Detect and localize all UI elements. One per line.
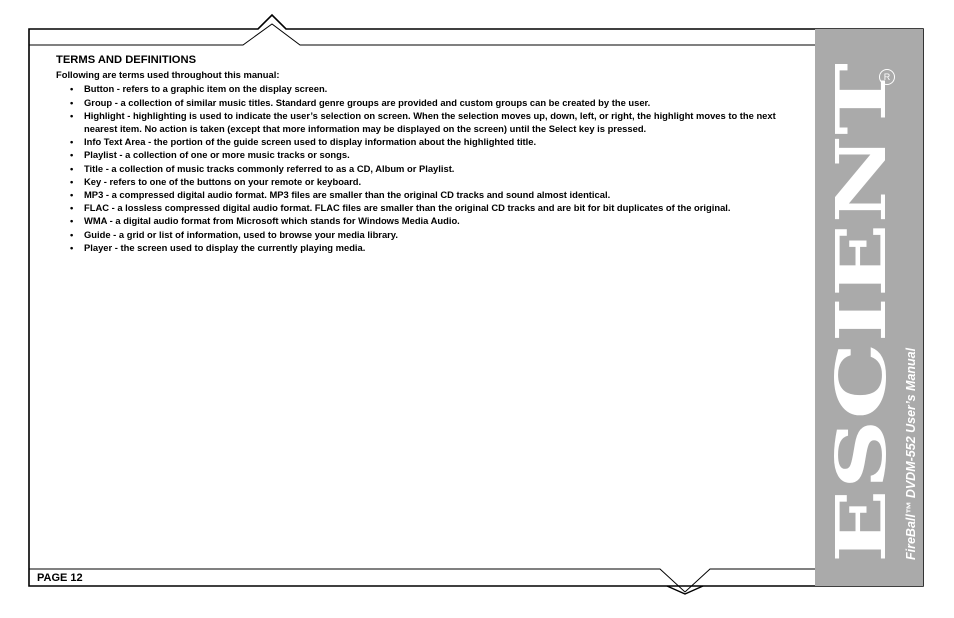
list-item: • MP3 - a compressed digital audio format. MP3 files are smaller than the original CD tracks and sound almost identical. [70,188,806,201]
intro-text: Following are terms used throughout this manual: [56,69,280,81]
list-item: • FLAC - a lossless compressed digital audio format. FLAC files are smaller than the original CD tracks and are bit for bit duplicates of the original. [70,201,806,214]
list-item: • Playlist - a collection of one or more music tracks or songs. [70,148,806,161]
document-body [56,54,806,254]
list-item: • Title - a collection of music tracks commonly referred to as a CD, Album or Playlist. [70,162,806,175]
list-item: • Group - a collection of similar music titles. Standard genre groups are provided and custom groups can be created by the user. [70,96,806,109]
page-number: PAGE 12 [37,572,83,584]
escient-logo-text: ESCIENT [822,211,902,563]
list-item: • Player - the screen used to display the currently playing media. [70,241,806,254]
bottom-notch-outline [29,569,923,592]
bottom-notch-pointer [667,586,703,594]
list-item: • Info Text Area - the portion of the guide screen used to display information about the highlighted title. [70,135,806,148]
terms-list [56,82,806,254]
list-item: • Highlight - highlighting is used to indicate the user’s selection on screen. When the selection moves up, down, left, or right, the highlight moves to the next nearest item. No action is taken (except that more information may be displayed on the screen) until the Select key is pressed. [70,109,806,135]
list-item: • Button - refers to a graphic item on the display screen. [70,82,806,95]
top-notch-outline [29,24,815,45]
registered-mark-icon: R [879,69,895,85]
manual-title: FireBall™ DVDM-552 User’s Manual [904,347,918,560]
list-item: • Key - refers to one of the buttons on your remote or keyboard. [70,175,806,188]
section-title: TERMS AND DEFINITIONS [56,54,197,66]
list-item: • WMA - a digital audio format from Microsoft which stands for Windows Media Audio. [70,214,806,227]
list-item: • Guide - a grid or list of information, used to browse your media library. [70,228,806,241]
